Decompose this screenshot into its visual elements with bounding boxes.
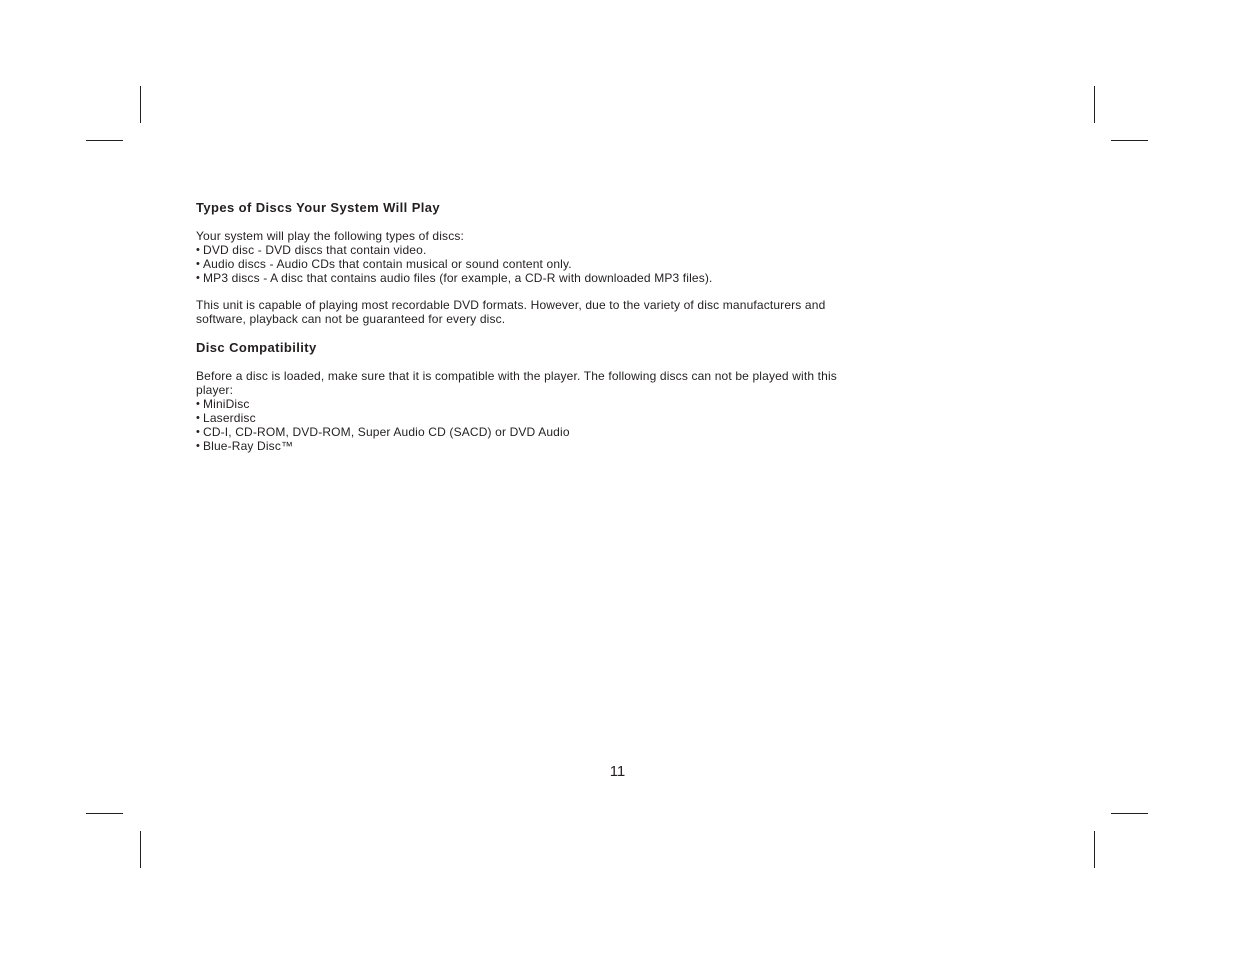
list-item-text: MiniDisc [203,397,250,411]
list-item [196,439,916,453]
list-item-text: Blue-Ray Disc™ [203,439,294,453]
list-item-text: Audio discs - Audio CDs that contain musical or sound content only. [203,257,572,271]
incompatible-discs-list [196,397,916,453]
recordable-note-line-1: This unit is capable of playing most recordable DVD formats. However, due to the variety of disc manufacturers and [196,298,826,312]
crop-mark-bottom-left-horizontal [86,813,123,814]
list-item-text: Laserdisc [203,411,256,425]
list-item [196,397,916,411]
bullet-icon: • [196,440,201,452]
page-content [196,200,916,453]
section-heading-disc-compatibility: Disc Compatibility [196,340,317,355]
crop-mark-top-right-vertical [1094,86,1095,123]
page-number: 11 [609,763,626,780]
crop-mark-top-right-horizontal [1111,140,1148,141]
crop-mark-bottom-right-horizontal [1111,813,1148,814]
bullet-icon: • [196,272,201,284]
list-item [196,243,916,257]
bullet-icon: • [196,244,201,256]
crop-mark-top-left-vertical [140,86,141,123]
bullet-icon: • [196,258,201,270]
crop-mark-bottom-left-vertical [140,831,141,868]
list-item-text: DVD disc - DVD discs that contain video. [203,243,427,257]
disc-types-list [196,243,916,285]
compatibility-intro-line-2: player: [196,383,234,397]
disc-types-intro: Your system will play the following types of discs: [196,229,464,243]
list-item-text: CD-I, CD-ROM, DVD-ROM, Super Audio CD (SACD) or DVD Audio [203,425,570,439]
list-item-text: MP3 discs - A disc that contains audio files (for example, a CD-R with downloaded MP3 files). [203,271,713,285]
bullet-icon: • [196,426,201,438]
list-item [196,257,916,271]
crop-mark-top-left-horizontal [86,140,123,141]
bullet-icon: • [196,398,201,410]
list-item [196,411,916,425]
section-heading-disc-types: Types of Discs Your System Will Play [196,200,441,215]
recordable-note-line-2: software, playback can not be guaranteed for every disc. [196,312,506,326]
crop-mark-bottom-right-vertical [1094,831,1095,868]
compatibility-intro-line-1: Before a disc is loaded, make sure that it is compatible with the player. The following discs can not be played with this [196,369,837,383]
bullet-icon: • [196,412,201,424]
list-item [196,271,916,285]
list-item [196,425,916,439]
